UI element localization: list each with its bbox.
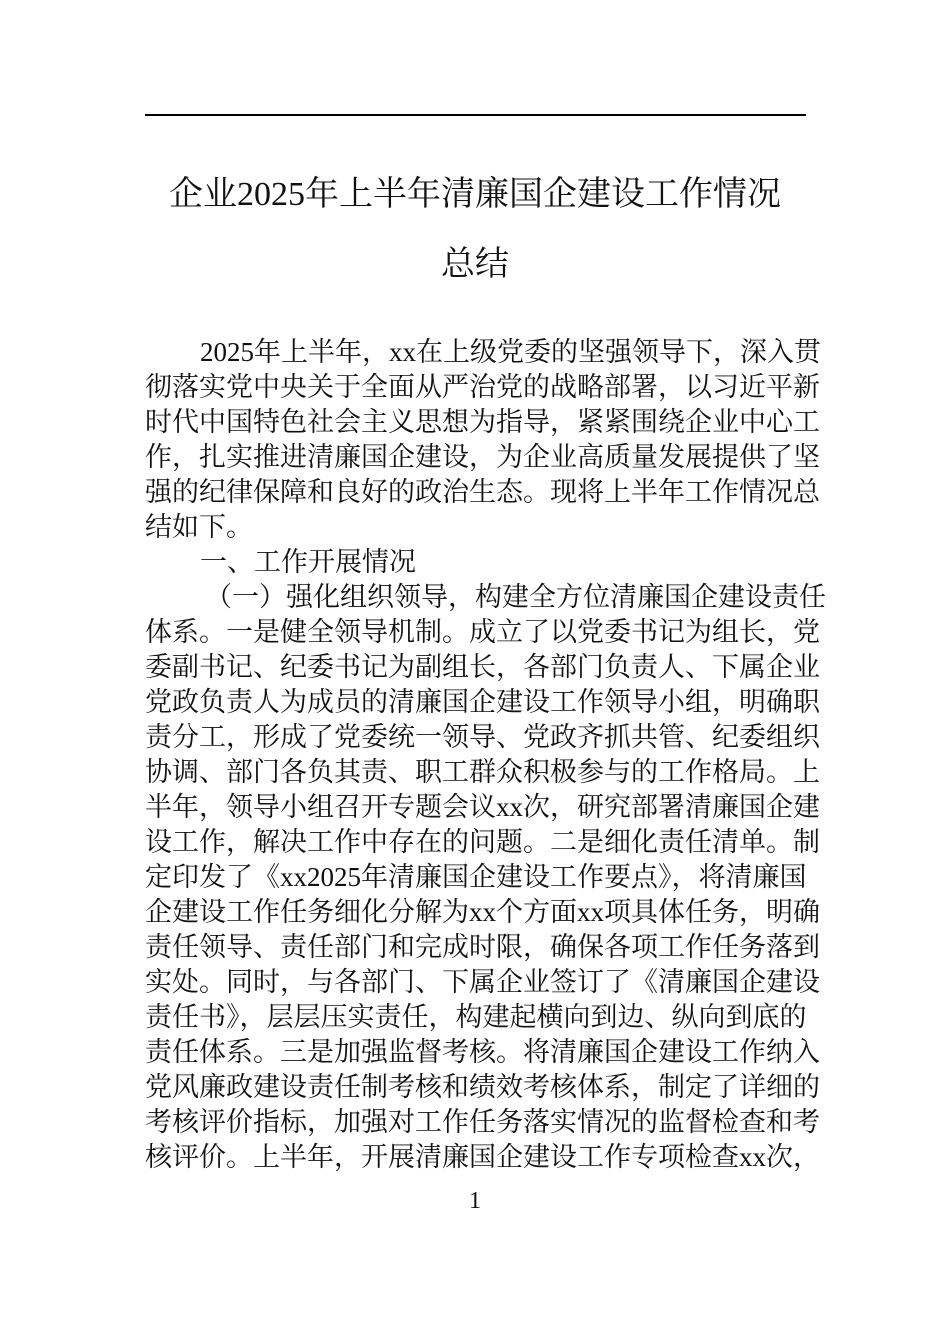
section1-line: 责分工，形成了党委统一领导、党政齐抓共管、纪委组织 [145,722,820,752]
section1-line: 实处。同时，与各部门、下属企业签订了《清廉国企建设 [145,967,820,997]
intro-line: 彻落实党中央关于全面从严治党的战略部署，以习近平新 [145,372,820,402]
section1-line: 责任书》，层层压实责任，构建起横向到边、纵向到底的 [145,1002,807,1032]
section1-line: 定印发了《xx2025年清廉国企建设工作要点》，将清廉国 [145,862,807,892]
section1-line: 党政负责人为成员的清廉国企建设工作领导小组，明确职 [145,687,820,717]
intro-line: 时代中国特色社会主义思想为指导，紧紧围绕企业中心工 [145,407,820,437]
section-heading: 一、工作开展情况 [200,547,416,577]
section1-line: 委副书记、纪委书记为副组长，各部门负责人、下属企业 [145,652,820,682]
intro-line: 2025年上半年，xx在上级党委的坚强领导下，深入贯 [200,337,821,367]
intro-line: 作，扎实推进清廉国企建设，为企业高质量发展提供了坚 [145,442,820,472]
page-number: 1 [469,1188,481,1214]
section1-line: 责任体系。三是加强监督考核。将清廉国企建设工作纳入 [145,1037,820,1067]
section1-line: （一）强化组织领导，构建全方位清廉国企建设责任 [205,582,826,612]
document-title-line-1: 企业2025年上半年清廉国企建设工作情况 [169,176,781,213]
section1-line: 设工作，解决工作中存在的问题。二是细化责任清单。制 [145,827,820,857]
intro-line: 结如下。 [145,512,253,542]
intro-line: 强的纪律保障和良好的政治生态。现将上半年工作情况总 [145,477,820,507]
header-rule [145,114,806,116]
section1-line: 协调、部门各负其责、职工群众积极参与的工作格局。上 [145,757,820,787]
section1-line: 核评价。上半年，开展清廉国企建设工作专项检查xx次， [145,1142,820,1172]
section1-line: 党风廉政建设责任制考核和绩效考核体系，制定了详细的 [145,1072,820,1102]
section1-line: 企建设工作任务细化分解为xx个方面xx项具体任务，明确 [145,897,820,927]
section1-line: 体系。一是健全领导机制。成立了以党委书记为组长，党 [145,617,820,647]
section1-line: 责任领导、责任部门和完成时限，确保各项工作任务落到 [145,932,820,962]
section1-line: 考核评价指标，加强对工作任务落实情况的监督检查和考 [145,1107,820,1137]
section1-line: 半年，领导小组召开专题会议xx次，研究部署清廉国企建 [145,792,820,822]
document-body [145,335,826,1175]
document-title-line-2: 总结 [441,246,509,283]
